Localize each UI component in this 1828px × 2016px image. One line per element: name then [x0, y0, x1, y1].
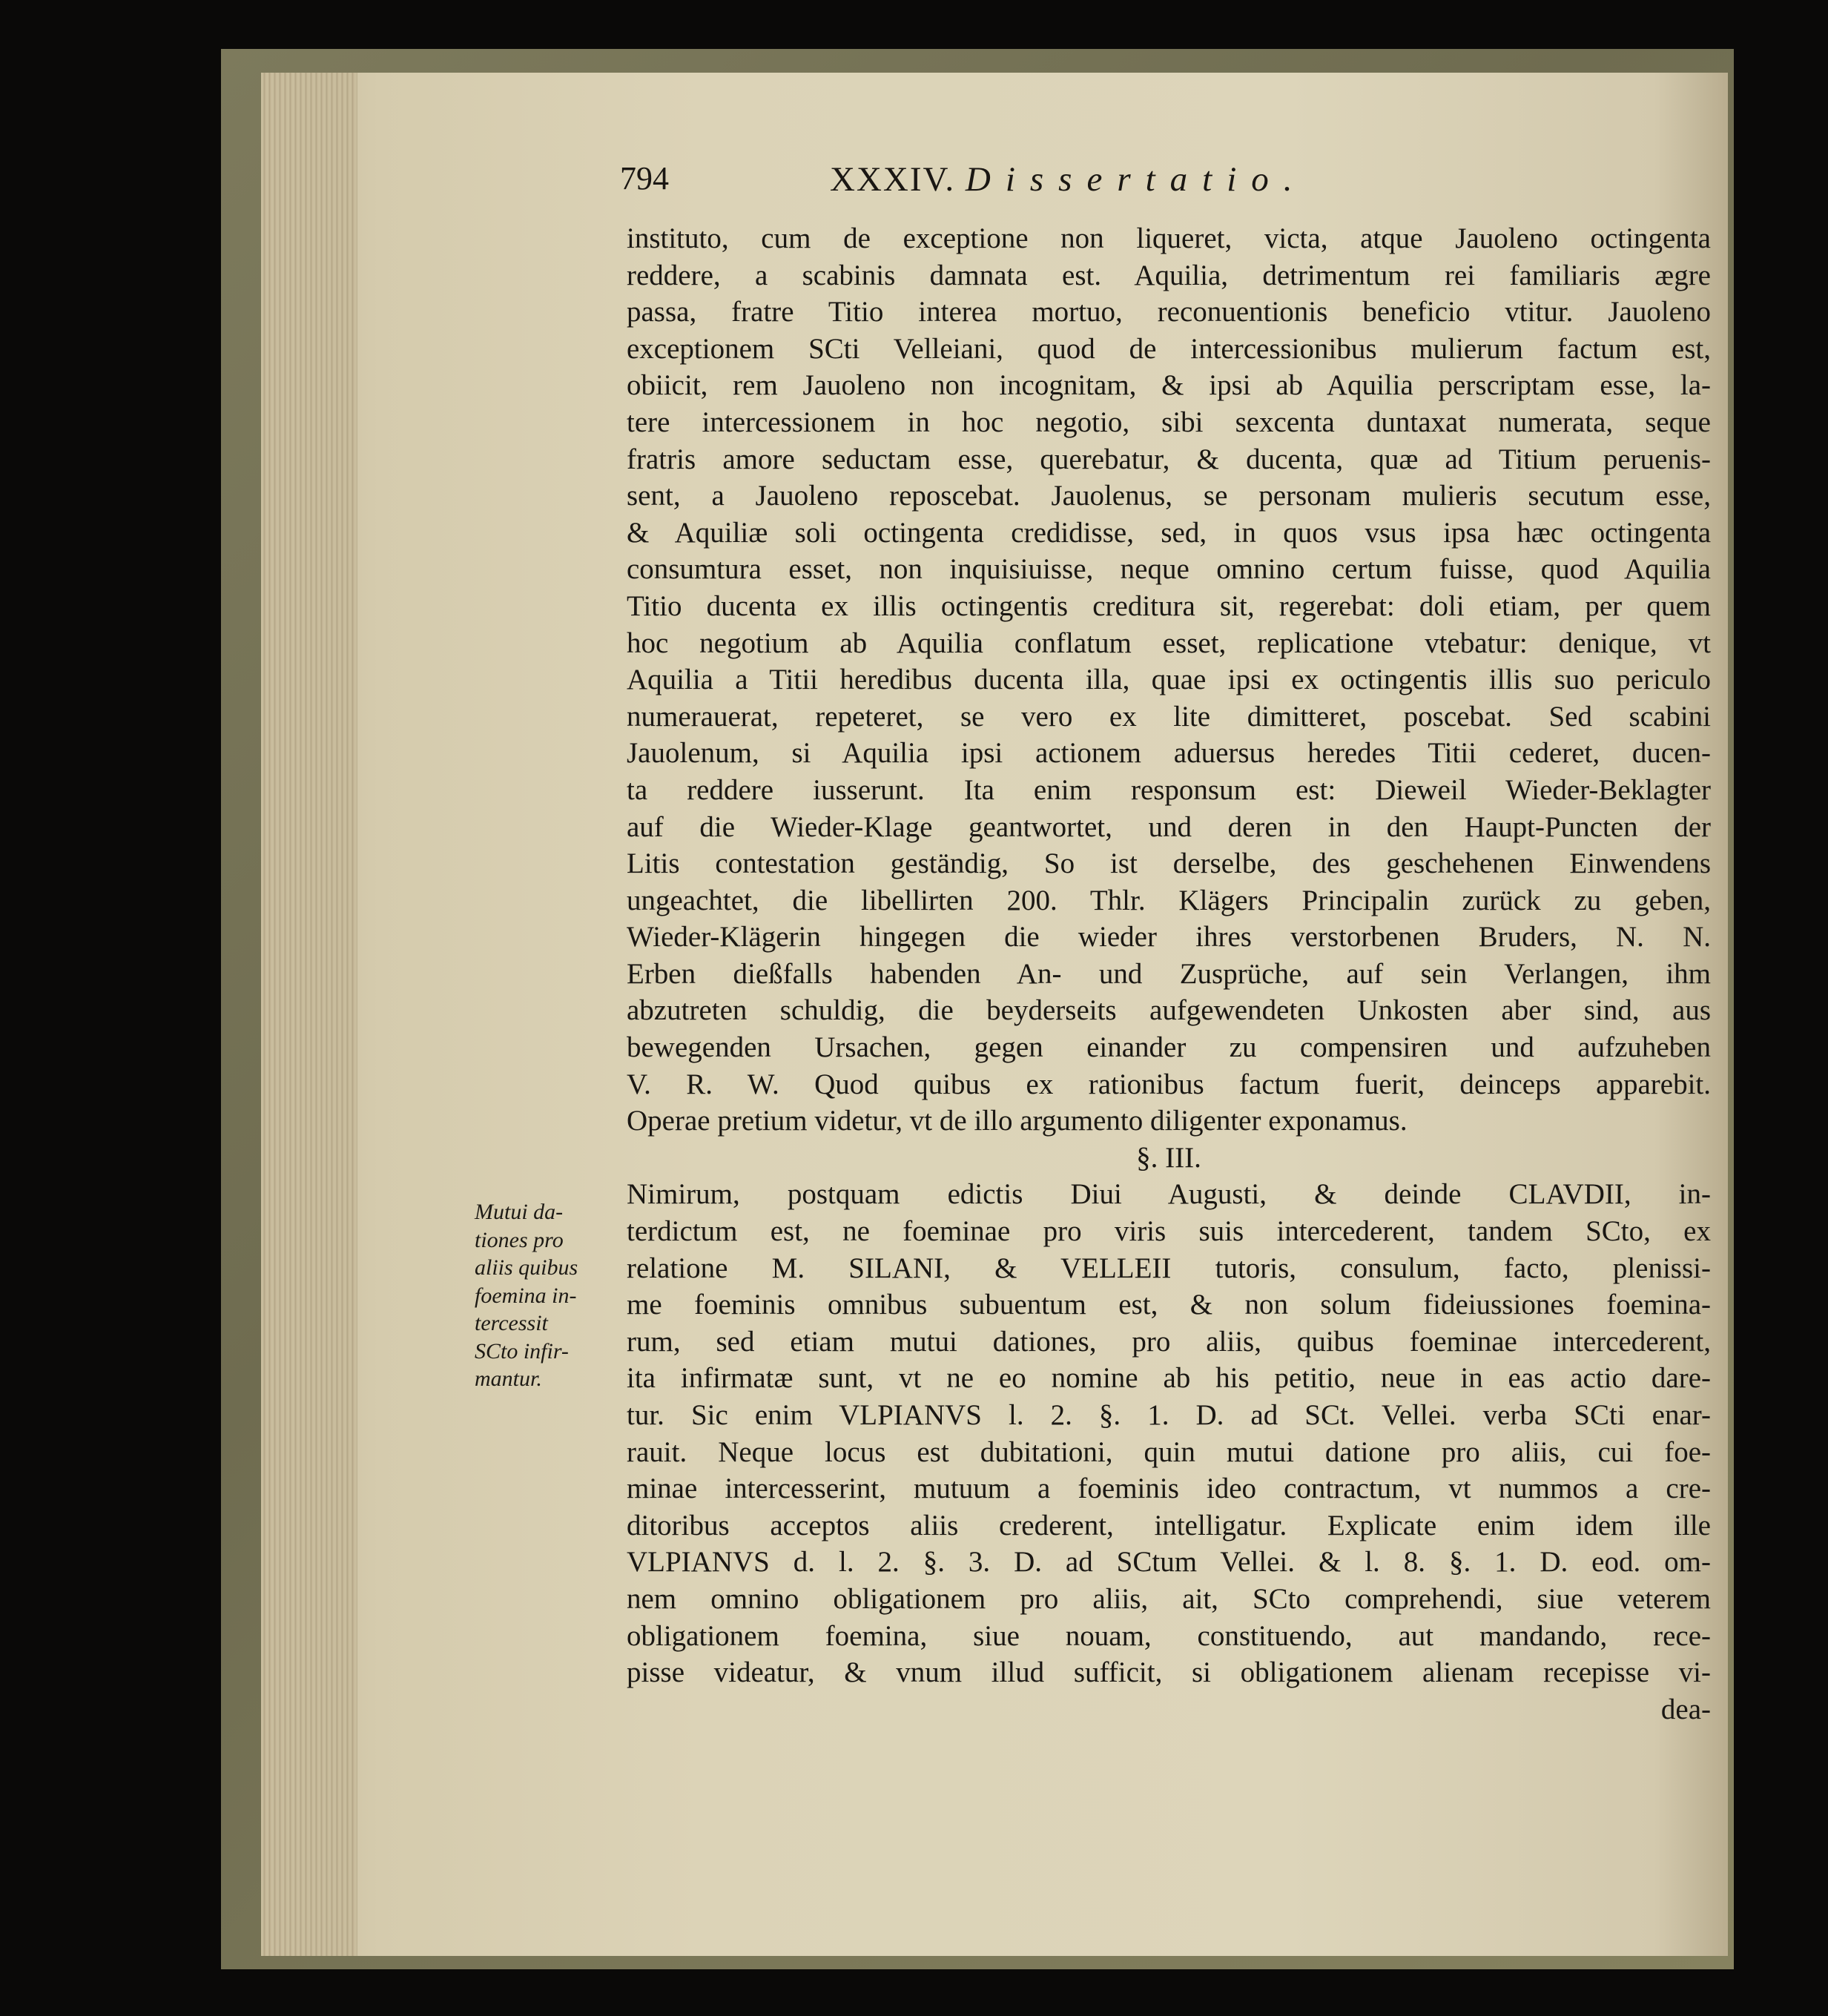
- catchword: dea-: [1660, 1693, 1711, 1725]
- running-header: [620, 159, 1718, 211]
- text-line: Jauolenum, si Aquilia ipsi actionem aduersus heredes Titii cederet, ducen-: [627, 737, 1711, 770]
- margin-note-line: aliis quibus: [475, 1255, 578, 1280]
- text-line: Wieder-Klägerin hingegen die wieder ihres verstorbenen Bruders, N. N.: [627, 921, 1711, 954]
- text-line: bewegenden Ursachen, gegen einander zu compensiren und aufzuheben: [627, 1031, 1711, 1064]
- text-line: passa, fratre Titio interea mortuo, reconuentionis beneficio vtitur. Jauoleno: [627, 296, 1711, 328]
- text-line: ta reddere iusserunt. Ita enim responsum est: Dieweil Wieder-Beklagter: [627, 773, 1711, 806]
- page-number: 794: [620, 160, 669, 196]
- margin-note-line: Mutui da-: [475, 1200, 564, 1224]
- text-line: instituto, cum de exceptione non liqueret, victa, atque Jauoleno octingenta: [627, 222, 1711, 254]
- text-line: rauit. Neque locus est dubitationi, quin mutui datione pro aliis, cui foe-: [627, 1435, 1711, 1468]
- page-fore-edge: [261, 73, 357, 1956]
- text-line: ita infirmatæ sunt, vt ne eo nomine ab his petitio, neue in eas actio dare-: [627, 1362, 1711, 1395]
- text-line: ditoribus acceptos aliis crederent, intelligatur. Explicate enim idem ille: [627, 1509, 1711, 1541]
- running-title: [830, 159, 1307, 199]
- text-line: Aquilia a Titii heredibus ducenta illa, quae ipsi ex octingentis illis suo periculo: [627, 664, 1711, 696]
- text-line: auf die Wieder-Klage geantwortet, und deren in den Haupt-Puncten der: [627, 810, 1711, 843]
- text-line: obligationem foemina, siue nouam, constituendo, aut mandando, rece-: [627, 1619, 1711, 1652]
- margin-note-line: tiones pro: [475, 1227, 564, 1252]
- text-line: ungeachtet, die libellirten 200. Thlr. Klägers Principalin zurück zu geben,: [627, 884, 1711, 916]
- section-heading: §. III.: [1136, 1141, 1201, 1174]
- text-line: Operae pretium videtur, vt de illo argumento diligenter exponamus.: [627, 1105, 1408, 1137]
- text-line: VLPIANVS d. l. 2. §. 3. D. ad SCtum Vellei. & l. 8. §. 1. D. eod. om-: [627, 1546, 1711, 1579]
- text-line: fratris amore seductam esse, querebatur, & ducenta, quæ ad Titium peruenis-: [627, 443, 1711, 475]
- text-line: relatione M. SILANI, & VELLEII tutoris, consulum, facto, plenissi-: [627, 1252, 1711, 1284]
- text-line: abzutreten schuldig, die beyderseits aufgewendeten Unkosten aber sind, aus: [627, 994, 1711, 1027]
- text-line: Nimirum, postquam edictis Diui Augusti, & deinde CLAVDII, in-: [627, 1178, 1711, 1211]
- text-line: Titio ducenta ex illis octingentis creditura sit, regerebat: doli etiam, per quem: [627, 589, 1711, 622]
- text-line: obiicit, rem Jauoleno non incognitam, & ipsi ab Aquilia perscriptam esse, la-: [627, 369, 1711, 402]
- text-line: reddere, a scabinis damnata est. Aquilia, detrimentum rei familiaris ægre: [627, 259, 1711, 291]
- margin-note: [475, 1198, 623, 1393]
- text-line: minae intercesserint, mutuum a foeminis ideo contractum, vt nummos a cre-: [627, 1473, 1711, 1505]
- text-line: sent, a Jauoleno reposcebat. Jauolenus, se personam mulieris secutum esse,: [627, 480, 1711, 512]
- margin-note-line: mantur.: [475, 1366, 542, 1391]
- text-line: hoc negotium ab Aquilia conflatum esset, replicatione vtebatur: denique, vt: [627, 627, 1711, 659]
- text-line: rum, sed etiam mutui dationes, pro aliis, quibus foeminae intercederent,: [627, 1325, 1711, 1358]
- body-text: [627, 220, 1711, 1728]
- text-line: tere intercessionem in hoc negotio, sibi sexcenta duntaxat numerata, seque: [627, 406, 1711, 438]
- text-line: Erben dießfalls habenden An- und Zusprüche, auf sein Verlangen, ihm: [627, 957, 1711, 990]
- section-number: XXXIV.: [830, 160, 956, 199]
- margin-note-line: tercessit: [475, 1311, 548, 1335]
- text-line: numerauerat, repeteret, se vero ex lite dimitteret, poscebat. Sed scabini: [627, 700, 1711, 733]
- text-line: consumtura esset, non inquisiuisse, neque omnino certum fuisse, quod Aquilia: [627, 553, 1711, 586]
- dissertation-title: Dissertatio.: [965, 160, 1307, 199]
- text-line: terdictum est, ne foeminae pro viris suis intercederent, tandem SCto, ex: [627, 1215, 1711, 1248]
- margin-note-line: foemina in-: [475, 1283, 577, 1308]
- text-line: pisse videatur, & vnum illud sufficit, si obligationem alienam recepisse vi-: [627, 1656, 1711, 1689]
- margin-note-line: SCto infir-: [475, 1338, 569, 1364]
- text-line: nem omnino obligationem pro aliis, ait, SCto comprehendi, siue veterem: [627, 1582, 1711, 1615]
- text-line: me foeminis omnibus subuentum est, & non solum fideiussiones foemina-: [627, 1289, 1711, 1321]
- text-line: tur. Sic enim VLPIANVS l. 2. §. 1. D. ad SCt. Vellei. verba SCti enar-: [627, 1399, 1711, 1431]
- text-line: exceptionem SCti Velleiani, quod de intercessionibus mulierum factum est,: [627, 332, 1711, 365]
- text-line: & Aquiliæ soli octingenta credidisse, sed, in quos vsus ipsa hæc octingenta: [627, 516, 1711, 549]
- text-line: V. R. W. Quod quibus ex rationibus factum fuerit, deinceps apparebit.: [627, 1068, 1711, 1100]
- text-line: Litis contestation geständig, So ist derselbe, des geschehenen Einwendens: [627, 847, 1711, 880]
